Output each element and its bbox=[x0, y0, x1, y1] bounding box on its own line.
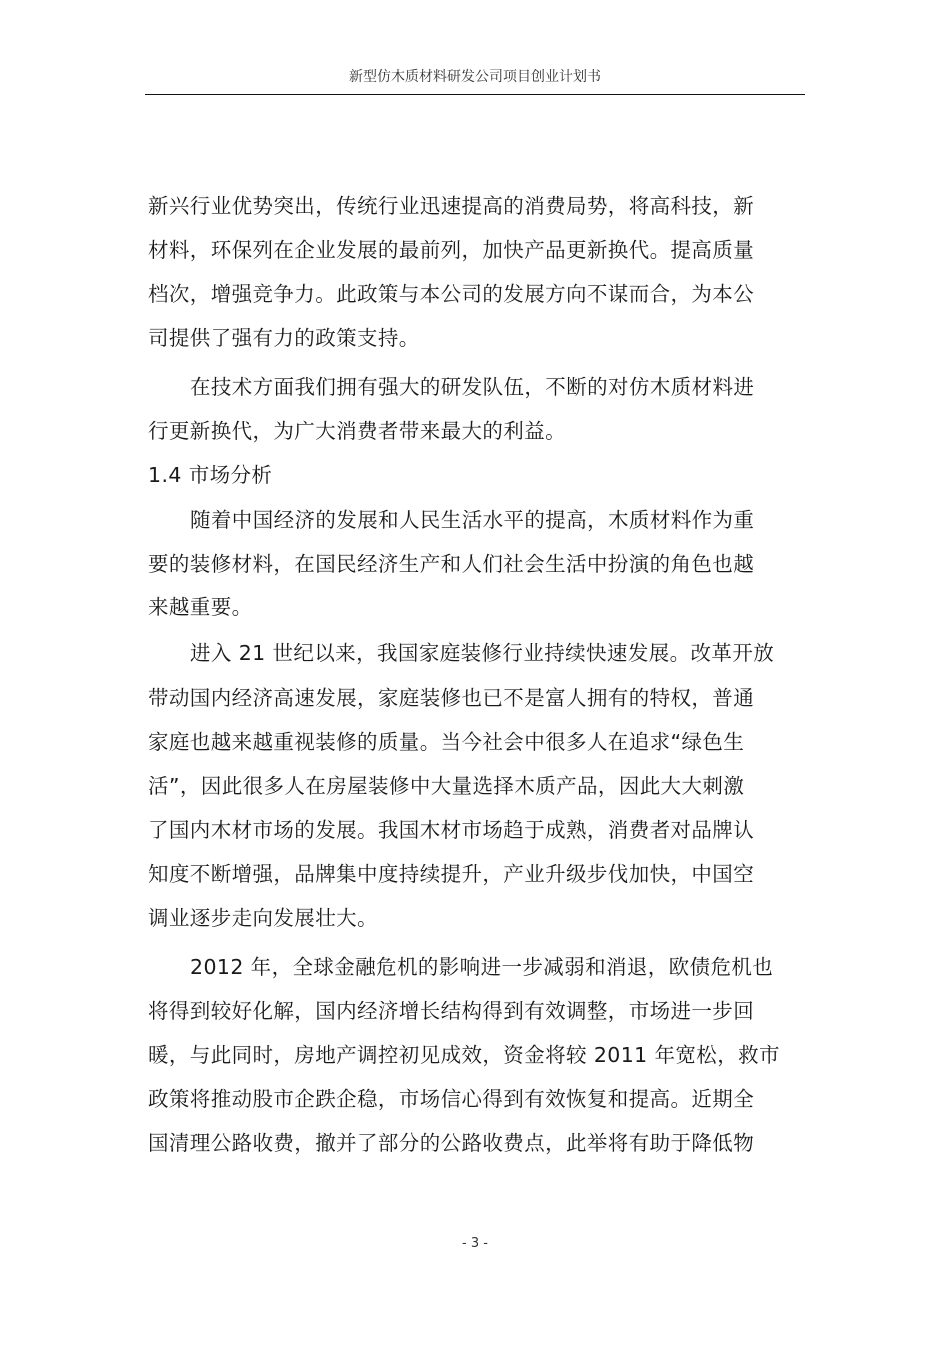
body-line: 活”，因此很多人在房屋装修中大量选择木质产品，因此大大刺激 bbox=[148, 774, 745, 798]
body-line: 国清理公路收费，撤并了部分的公路收费点，此举将有助于降低物 bbox=[148, 1131, 755, 1155]
body-line: 进入 21 世纪以来，我国家庭装修行业持续快速发展。改革开放 bbox=[190, 641, 775, 665]
page-header-title: 新型仿木质材料研发公司项目创业计划书 bbox=[349, 69, 601, 85]
body-line: 行更新换代，为广大消费者带来最大的利益。 bbox=[148, 419, 566, 443]
body-line: 司提供了强有力的政策支持。 bbox=[148, 326, 420, 350]
body-line: 家庭也越来越重视装修的质量。当今社会中很多人在追求“绿色生 bbox=[148, 730, 745, 754]
body-line: 政策将推动股市企跌企稳，市场信心得到有效恢复和提高。近期全 bbox=[148, 1087, 755, 1111]
section-heading: 1.4 市场分析 bbox=[148, 463, 273, 487]
body-line: 知度不断增强，品牌集中度持续提升，产业升级步伐加快，中国空 bbox=[148, 862, 755, 886]
body-line: 要的装修材料，在国民经济生产和人们社会生活中扮演的角色也越 bbox=[148, 552, 755, 576]
body-line: 了国内木材市场的发展。我国木材市场趋于成熟，消费者对品牌认 bbox=[148, 818, 755, 842]
body-line: 暖，与此同时，房地产调控初见成效，资金将较 2011 年宽松，救市 bbox=[148, 1043, 780, 1067]
page-number: - 3 - bbox=[462, 1236, 488, 1251]
body-line: 材料，环保列在企业发展的最前列，加快产品更新换代。提高质量 bbox=[148, 238, 755, 262]
body-line: 2012 年，全球金融危机的影响进一步减弱和消退，欧债危机也 bbox=[190, 955, 774, 979]
body-line: 将得到较好化解，国内经济增长结构得到有效调整，市场进一步回 bbox=[148, 999, 755, 1023]
body-line: 在技术方面我们拥有强大的研发队伍，不断的对仿木质材料进 bbox=[190, 375, 755, 399]
body-line: 档次，增强竞争力。此政策与本公司的发展方向不谋而合，为本公 bbox=[148, 282, 755, 306]
body-line: 来越重要。 bbox=[148, 595, 253, 619]
body-line: 带动国内经济高速发展，家庭装修也已不是富人拥有的特权，普通 bbox=[148, 686, 755, 710]
body-line: 调业逐步走向发展壮大。 bbox=[148, 906, 378, 930]
body-line: 随着中国经济的发展和人民生活水平的提高，木质材料作为重 bbox=[190, 508, 755, 532]
body-line: 新兴行业优势突出，传统行业迅速提高的消费局势，将高科技，新 bbox=[148, 194, 755, 218]
